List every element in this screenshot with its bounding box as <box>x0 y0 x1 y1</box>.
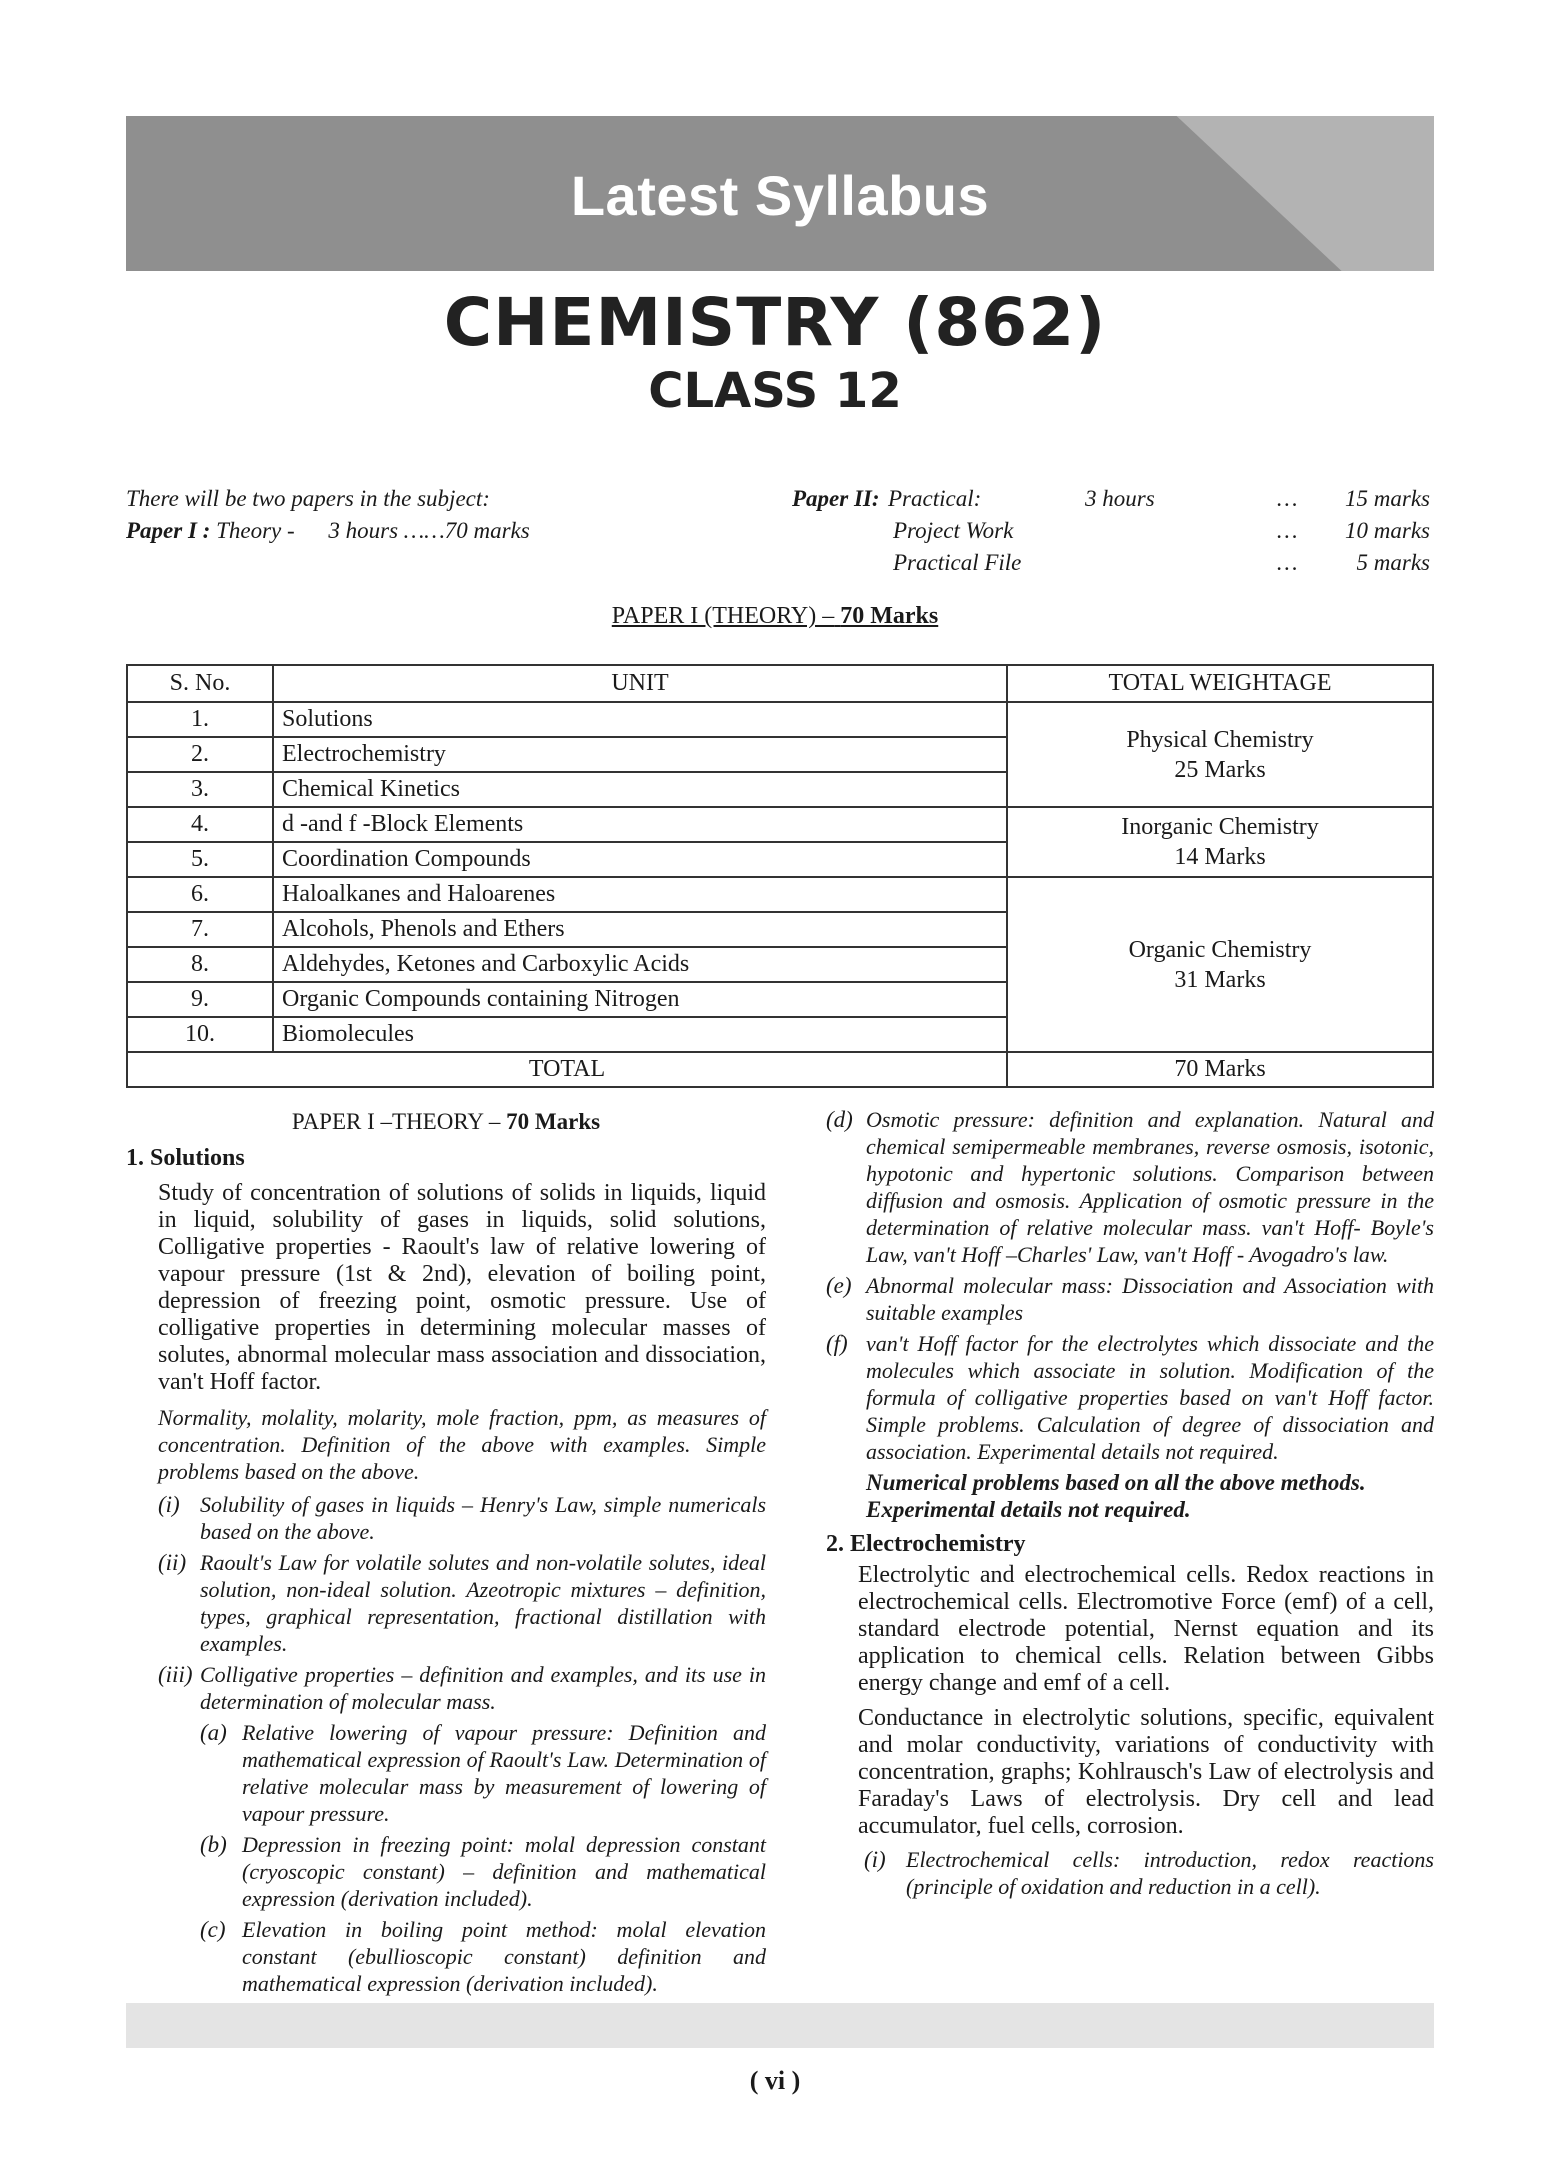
table-total-row <box>127 1052 1433 1087</box>
paper1-label: Paper I : <box>126 518 211 543</box>
list-item: (b) Depression in freezing point: molal depression constant (cryoscopic constant) – definition and mathematical expression (derivation included). <box>200 1832 766 1911</box>
numerical-note: Numerical problems based on all the above methods. Experimental details not required. <box>866 1470 1366 1522</box>
row-unit: Coordination Compounds <box>273 842 1007 877</box>
subject-title: CHEMISTRY (862) <box>443 284 1107 361</box>
row-sno: 7. <box>127 912 273 947</box>
section-1-heading: 1. Solutions <box>126 1145 245 1171</box>
list-item: (i) Solubility of gases in liquids – Henry's Law, simple numericals based on the above. <box>158 1492 766 1544</box>
row-sno: 6. <box>127 877 273 912</box>
row-sno: 3. <box>127 772 273 807</box>
row-sno: 8. <box>127 947 273 982</box>
list-item: (a) Relative lowering of vapour pressure: Definition and mathematical expression of Raoult's Law. Determination of relative molecular mass by measurement of lowering of vapour pressure. <box>200 1720 766 1826</box>
header-unit: UNIT <box>273 665 1007 702</box>
right-column <box>826 1106 1434 1900</box>
page-number: ( vi ) <box>749 2066 801 2095</box>
group-organic <box>1007 877 1433 1052</box>
electrochem-paragraph-2: Conductance in electrolytic solutions, specific, equivalent and molar conductivity, variations of conductivity with concentration, graphs; Kohlrausch's Law of electrolysis and Faraday's Laws of electrolysis. Dry cell and lead accumulator, fuel cells, corrosion. <box>858 1705 1434 1839</box>
table-header-row <box>127 665 1433 702</box>
paper2-row-3-name: Practical File <box>893 550 1022 575</box>
paper2-row-2-name: Project Work <box>893 518 1014 543</box>
group-marks: 14 Marks <box>1174 844 1266 870</box>
paper1-text: Theory - <box>216 518 295 543</box>
solutions-paragraph-2: Normality, molality, molarity, mole fraction, ppm, as measures of concentration. Definition of the above with examples. Simple problems based on the above. <box>158 1405 766 1484</box>
total-marks: 70 Marks <box>1007 1052 1433 1087</box>
row-unit: Biomolecules <box>273 1017 1007 1052</box>
syllabus-table <box>126 664 1434 1088</box>
table-title: PAPER I (THEORY) – 70 Marks <box>611 603 939 629</box>
electrochem-paragraph-1: Electrolytic and electrochemical cells. Redox reactions in electrochemical cells. Electromotive Force (emf) of a cell, standard electrode potential, Nernst equation and its application to chemical cells. Relation between Gibbs energy change and emf of a cell. <box>858 1562 1434 1696</box>
paper2-row-3-dots: … <box>1277 550 1298 575</box>
paper2-row-1-dots: … <box>1277 486 1298 511</box>
row-unit: Aldehydes, Ketones and Carboxylic Acids <box>273 947 1007 982</box>
list-item: (d) Osmotic pressure: definition and explanation. Natural and chemical semipermeable membranes, reverse osmosis, isotonic, hypotonic and hypertonic solutions. Comparison between diffusion and osmosis. Application of osmotic pressure in the determination of relative molecular mass. van't Hoff- Boyle's Law, van't Hoff –Charles' Law, van't Hoff - Avogadro's law. <box>826 1107 1434 1267</box>
paper2-label: Paper II: <box>792 486 880 511</box>
group-name: Physical Chemistry <box>1126 726 1314 753</box>
list-item: (i) Electrochemical cells: introduction, redox reactions (principle of oxidation and reduction in a cell). <box>864 1847 1434 1899</box>
list-item: (e) Abnormal molecular mass: Dissociation and Association with suitable examples <box>826 1273 1434 1325</box>
row-unit: Alcohols, Phenols and Ethers <box>273 912 1007 947</box>
row-unit: Solutions <box>273 702 1007 737</box>
class-title: CLASS 12 <box>648 363 902 419</box>
list-item: (ii) Raoult's Law for volatile solutes and non-volatile solutes, ideal solution, non-ideal solution. Azeotropic mixtures – definition, types, graphical representation, fractional distillation with examples. <box>158 1550 766 1656</box>
paper1-line <box>126 515 530 547</box>
list-item: (iii) Colligative properties – definition and examples, and its use in determination of molecular mass. <box>158 1662 766 1714</box>
table-row <box>127 702 1433 737</box>
paper1-time-marks: 3 hours ……70 marks <box>328 518 530 543</box>
header-banner <box>126 116 1434 271</box>
table-row <box>127 877 1433 912</box>
header-sno: S. No. <box>127 665 273 702</box>
paper2-row-3-marks: 5 marks <box>1356 550 1430 575</box>
papers-intro: There will be two papers in the subject: <box>126 486 490 511</box>
section-2-heading: 2. Electrochemistry <box>826 1531 1026 1557</box>
total-label: TOTAL <box>127 1052 1007 1087</box>
row-unit: Organic Compounds containing Nitrogen <box>273 982 1007 1017</box>
left-column <box>126 1108 766 1997</box>
paper2-row-2-dots: … <box>1277 518 1298 543</box>
solutions-paragraph-1: Study of concentration of solutions of solids in liquids, liquid in liquid, solubility of gases in liquids, solid solutions, Colligative properties - Raoult's law of relative lowering of vapour pressure (1st & 2nd), elevation of boiling point, depression of freezing point, osmotic pressure. Use of colligative properties in determining molecular masses of solutes, abnormal molecular mass association and dissociation, van't Hoff factor. <box>158 1180 766 1395</box>
header-weightage: TOTAL WEIGHTAGE <box>1007 665 1433 702</box>
row-unit: Electrochemistry <box>273 737 1007 772</box>
group-name: Organic Chemistry <box>1128 936 1312 963</box>
group-marks: 25 Marks <box>1174 756 1266 783</box>
paper2-row-1-time: 3 hours <box>1085 486 1155 511</box>
list-item: (f) van't Hoff factor for the electrolytes which dissociate and the molecules which associate in solution. Modification of the formula of colligative properties based on van't Hoff factor. Simple problems. Calculation of degree of dissociation and association. Experimental details not required. <box>826 1331 1434 1464</box>
row-sno: 9. <box>127 982 273 1017</box>
group-marks: 31 Marks <box>1174 966 1266 993</box>
row-sno: 4. <box>127 807 273 842</box>
footer-bar <box>126 2003 1434 2048</box>
row-sno: 2. <box>127 737 273 772</box>
paper2-row-2-marks: 10 marks <box>1345 518 1430 543</box>
list-item: (c) Elevation in boiling point method: molal elevation constant (ebullioscopic constant) definition and mathematical expression (derivation included). <box>200 1917 766 1996</box>
row-sno: 5. <box>127 842 273 877</box>
row-sno: 1. <box>127 702 273 737</box>
row-sno: 10. <box>127 1017 273 1052</box>
group-name: Inorganic Chemistry <box>1121 814 1319 840</box>
paper2-row-1-marks: 15 marks <box>1345 486 1430 511</box>
table-row <box>127 807 1433 842</box>
group-physical <box>1007 702 1433 807</box>
row-unit: Chemical Kinetics <box>273 772 1007 807</box>
banner-title: Latest Syllabus <box>570 164 990 227</box>
row-unit: Haloalkanes and Haloarenes <box>273 877 1007 912</box>
row-unit: d -and f -Block Elements <box>273 807 1007 842</box>
paper2-row-1-name: Practical: <box>888 486 982 511</box>
theory-section-title: PAPER I –THEORY – 70 Marks <box>291 1109 601 1134</box>
group-inorganic <box>1007 807 1433 877</box>
